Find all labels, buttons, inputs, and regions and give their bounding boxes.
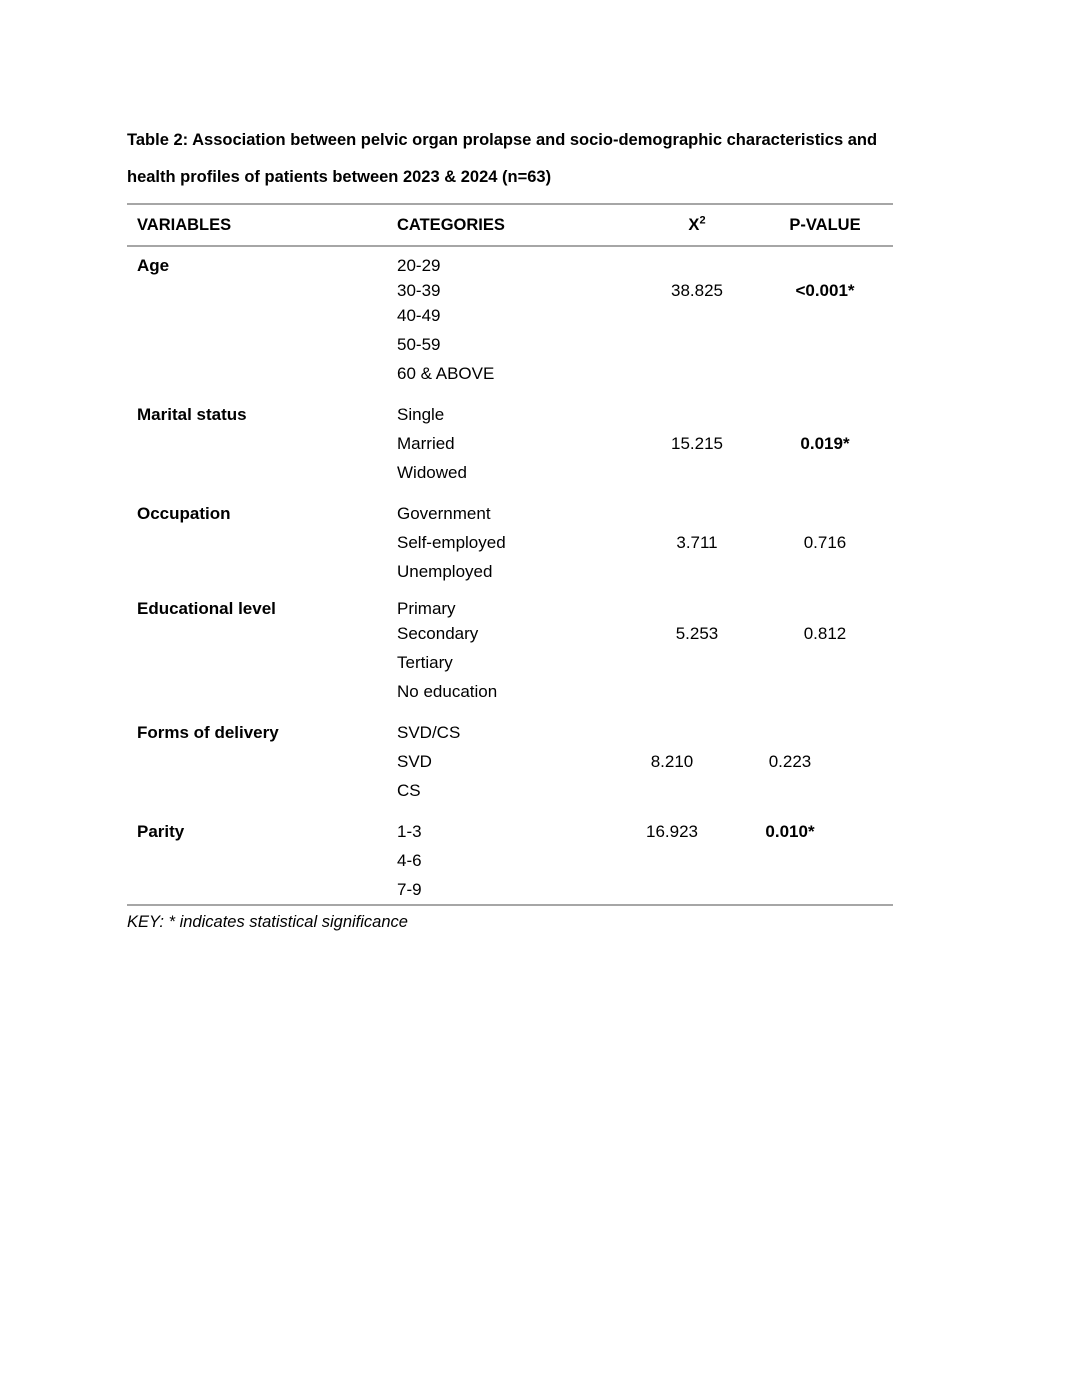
table-section-forms-of-delivery (127, 718, 893, 805)
category-value: 4-6 (397, 851, 422, 870)
header-categories: CATEGORIES (397, 216, 505, 234)
category-value: Married (397, 434, 455, 453)
table-row (127, 776, 893, 805)
table-header-row (127, 205, 893, 245)
table-row (127, 557, 893, 586)
table-row (127, 528, 893, 557)
table-row (127, 619, 893, 648)
chi-square-value: 15.215 (671, 434, 723, 453)
category-value: Tertiary (397, 653, 453, 672)
p-value: 0.716 (803, 533, 847, 552)
table-row (127, 677, 893, 706)
table-row (127, 251, 893, 280)
category-value: SVD (397, 752, 432, 771)
table-caption (127, 122, 962, 196)
category-value: Self-employed (397, 533, 506, 552)
chi-square-value: 16.923 (646, 822, 698, 841)
chi-square-value: 3.711 (676, 533, 718, 552)
p-value: <0.001* (795, 281, 855, 300)
chi-square-value: 8.210 (650, 752, 694, 771)
table-body (127, 247, 893, 904)
p-value: 0.019* (800, 434, 850, 453)
table-row (127, 400, 893, 429)
p-value: 0.223 (768, 752, 812, 771)
header-chi-square: $X^2$ (688, 214, 706, 234)
p-value: 0.812 (803, 624, 847, 643)
table-row (127, 817, 893, 846)
category-value: CS (397, 781, 421, 800)
variable-name: Parity (137, 822, 185, 841)
category-value: Unemployed (397, 562, 493, 581)
category-value: Single (397, 405, 445, 424)
category-value: 1-3 (397, 822, 422, 841)
category-value: No education (397, 682, 498, 701)
table-row (127, 598, 893, 619)
header-p-value: P-VALUE (789, 216, 861, 234)
table-row (127, 648, 893, 677)
category-value: 50-59 (397, 335, 441, 354)
variable-name: Marital status (137, 405, 247, 424)
header-variables: VARIABLES (137, 216, 232, 234)
table-row (127, 429, 893, 458)
table-key-note: KEY: * indicates statistical significance (127, 913, 408, 931)
table-row (127, 875, 893, 904)
table-section-occupation (127, 499, 893, 586)
chi-square-value: 38.825 (671, 281, 723, 300)
category-value: 60 & ABOVE (397, 364, 495, 383)
table-row (127, 359, 893, 388)
category-value: SVD/CS (397, 723, 461, 742)
category-value: 7-9 (397, 880, 422, 899)
table-row (127, 280, 893, 301)
table-row (127, 458, 893, 487)
category-value: Government (397, 504, 491, 523)
table-section-parity (127, 817, 893, 904)
table-row (127, 330, 893, 359)
table-row (127, 718, 893, 747)
table-caption-line1: Table 2: Association between pelvic organ prolapse and socio-demographic characteristics and (127, 131, 878, 149)
chi-square-value: 5.253 (675, 624, 719, 643)
table-section-marital-status (127, 400, 893, 487)
table-row (127, 301, 893, 330)
variable-name: Occupation (137, 504, 231, 523)
table-section-educational-level (127, 598, 893, 706)
table-caption-line2: health profiles of patients between 2023 & 2024 (n=63) (127, 168, 552, 186)
table-section-age (127, 251, 893, 388)
category-value: Widowed (397, 463, 467, 482)
chi-square-exponent: 2 (699, 214, 706, 227)
category-value: 30-39 (397, 281, 441, 300)
category-value: Secondary (397, 624, 479, 643)
category-value: 40-49 (397, 306, 441, 325)
category-value: 20-29 (397, 256, 441, 275)
statistics-table (127, 203, 893, 933)
table-row (127, 747, 893, 776)
table-row (127, 499, 893, 528)
table-row (127, 846, 893, 875)
variable-name: Forms of delivery (137, 723, 279, 742)
variable-name: Age (137, 256, 170, 275)
variable-name: Educational level (137, 599, 276, 618)
table-bottom-rule (127, 904, 893, 906)
category-value: Primary (397, 599, 456, 618)
p-value: 0.010* (765, 822, 815, 841)
